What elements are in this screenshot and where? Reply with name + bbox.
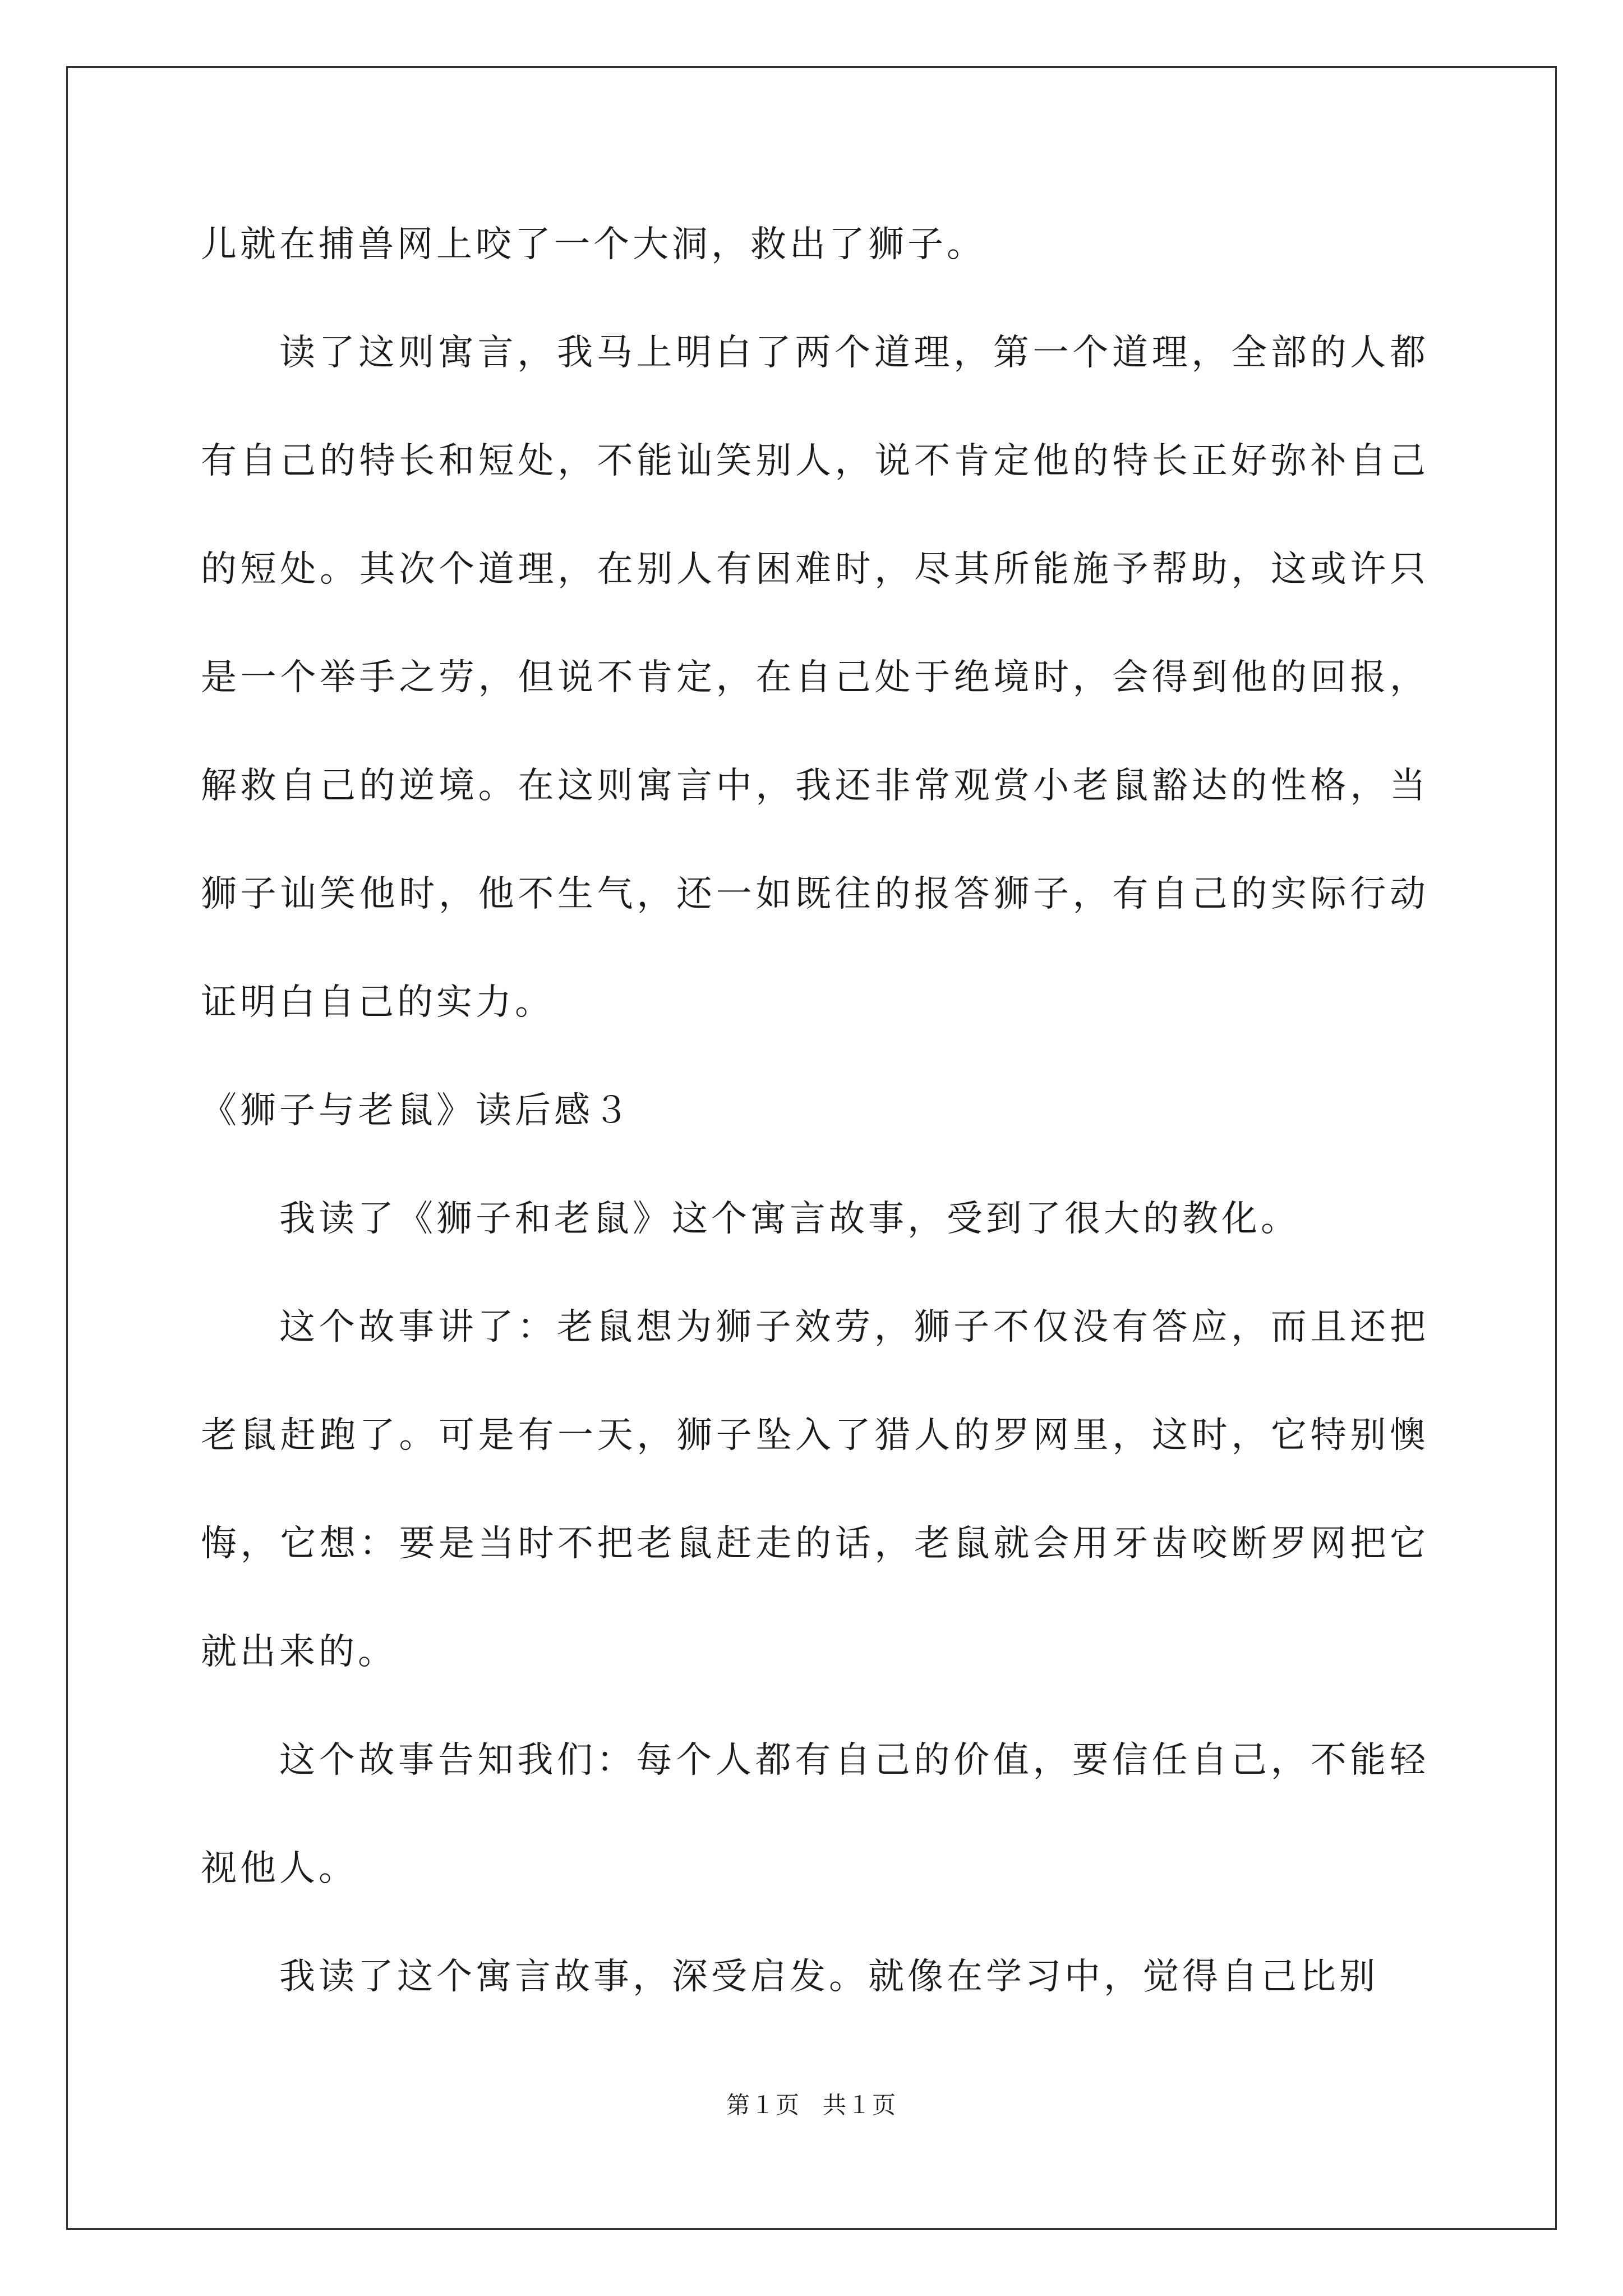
document-body: [201, 191, 1429, 2031]
paragraph-6: 我读了这个寓言故事，深受启发。就像在学习中，觉得自己比别: [279, 1956, 1378, 1998]
page-footer: [0, 2087, 1623, 2120]
paragraph-2: 读了这则寓言，我马上明白了两个道理，第一个道理，全部的人都有自己的特长和短处，不能讪笑别人，说不肯定他的特长正好弥补自己的短处。其次个道理，在别人有困难时，尽其所能施予帮助，这或许只是一个举手之劳，但说不肯定，在自己处于绝境时，会得到他的回报，解救自己的逆境。在这则寓言中，我还非常观赏小老鼠豁达的性格，当狮子讪笑他时，他不生气，还一如既往的报答狮子，有自己的实际行动证明白自己的实力。: [201, 332, 1429, 1023]
page-number: 第１页: [726, 2091, 800, 2119]
paragraph-3: 我读了《狮子和老鼠》这个寓言故事，受到了很大的教化。: [279, 1198, 1300, 1240]
paragraph-1: 儿就在捕兽网上咬了一个大洞，救出了狮子。: [201, 224, 986, 265]
page-total: 共１页: [823, 2091, 897, 2119]
paragraph-4: 这个故事讲了：老鼠想为狮子效劳，狮子不仅没有答应，而且还把老鼠赶跑了。可是有一天，狮子坠入了猎人的罗网里，这时，它特别懊悔，它想：要是当时不把老鼠赶走的话，老鼠就会用牙齿咬断罗网把它就出来的。: [201, 1306, 1429, 1673]
paragraph-5: 这个故事告知我们：每个人都有自己的价值，要信任自己，不能轻视他人。: [201, 1740, 1429, 1889]
section-heading: 《狮子与老鼠》读后感３: [201, 1090, 633, 1131]
